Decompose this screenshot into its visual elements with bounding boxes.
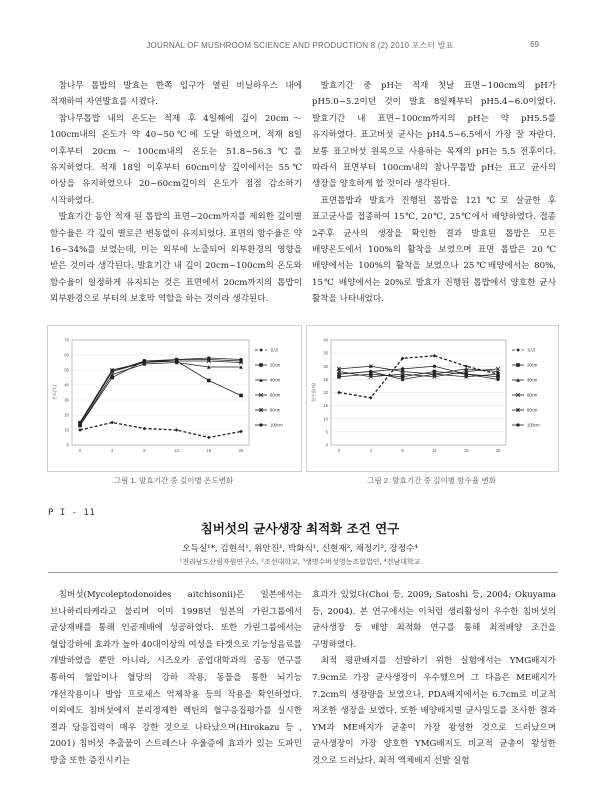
paragraph: 발효기간 동안 적재 된 톱밥의 표면~20cm까지를 제외한 깊이별 함수율은 각 깊이 별로큰 변동없이 유지되었다. 표면의 함수율은 약 16~34%를 보였는데, 이는 외부에 노출되어 외부환경의 영향을 받은 것이라 생각된다. 발효기간 내 깊이 20cm~100cm의 온도와 함수율이 일정하게 유지되는 것은 표면에서 20cm까지의 톱밥이 외부환경으로 부터의 보호막 역할을 하는 것이라 생각된다. [50,212,302,305]
legend-marker [259,363,263,367]
y-tick-label: 5 [325,429,328,435]
x-tick-label: 4 [111,448,114,453]
data-point [337,373,340,376]
y-tick-label: 50 [64,367,69,373]
y-tick-label: 20 [323,390,328,395]
data-point [465,373,468,376]
paragraph: 참나무톱밥 내의 온도는 적재 후 4일째에 깊이 20cm～100cm내의 온도가 약 40~50℃에 도달 하였으며, 적재 8일 이후부터 20cm～100cm내의 온도는 51.8~56.3℃를 유지하였다. 적재 18일 이후부터 60cm이상 깊이에서는 55℃이상을 유지하였으나 20~60cm깊이의 온도가 점점 감소하기 시작하였다. [50,113,302,206]
affiliation-list: ¹전라남도산림자원연구소, ²조선대학교, ³생명수버섯영농조합법인, ⁴전남대학교 [179,558,421,566]
paragraph: 참나무 톱밥의 발효는 한쪽 입구가 열린 비닐하우스 내에 적재하여 자연발효를 시켰다. [50,81,302,108]
section-divider [48,572,558,573]
y-tick-label: 30 [323,363,328,369]
legend-marker [259,408,263,412]
legend-marker [516,348,520,352]
legend-label: 20cm [270,362,281,368]
y-axis-label: 함수율(%) [311,383,316,402]
paragraph: 발효기간 중 pH는 적재 첫날 표면~100cm의 pH가 pH5.0~5.2이던 것이 발효 8일째부터 pH5.4~6.0이었다. 발효기간 내 표면~100cm까지의 pH는 약 pH5.5를 유지하였다. 표고버섯 균사는 pH4.5~6.5에서 가장 잘 자란다. 보통 표고버섯 원목으로 사용하는 목재의 pH는 5.5 전후이다. 따라서 표면부터 100cm내의 참나무톱밥 pH는 표고 균사의 생장을 양호하게 할 것이라 생각된다. [312,81,556,190]
x-tick-label: 8 [143,448,146,453]
legend-label: 60cm [527,392,538,398]
data-point [207,436,211,440]
data-point [496,372,500,376]
data-point [207,356,210,359]
temperature-line-chart-svg [48,326,301,471]
data-point [433,354,437,358]
data-point [175,358,178,361]
legend-label: 40cm [270,377,281,383]
paragraph: 효과가 있었다(Choi 등, 2009; Satoshi 등, 2004; Okuyama 등, 2004). 본 연구에서는 이처럼 생리활성이 우수한 침버섯의 균사생장 등 배양 최적화 연구를 통해 최적배양 조건을 구명하였다. [312,590,556,650]
paragraph: 최적 평판배지를 선발하기 위한 실험에서는 YMG배지가 7.9cm로 가장 균사생장이 우수했으며 그 다음은 ME배지가 7.2cm의 생장량을 보였으나, PDA배지에서는 6.7cm로 비교적 저조한 생장을 보였다. 또한 배양배지별 균사밀도를 조사한 결과 YM과 ME배지가 균총이 가장 왕성한 것으로 드러났으며 균사생장이 가장 양호한 YMG배지도 비교적 균총이 왕성한 것으로 드러났다. 최적 액체배지 선발 실험 [312,656,556,766]
data-point [433,372,437,376]
data-point [175,428,179,432]
series-line-80cm [80,360,241,423]
paragraph: 표면톱밥과 발효가 진행된 톱밥을 121℃로 살균한 후 표고균사를 접종하여 15℃, 20℃, 25℃에서 배양하였다. 접종 2주후 균사의 생장을 확인한 결과 발효된 톱밥은 모든 배양온도에서 100%의 활착을 보였으며 표면 톱밥은 20℃ 배양에서는 100%의 활착을 보였으나 25℃배양에서는 80%, 15℃ 배양에서는 20%로 발효가 진행된 톱밥에서 양호한 균사 활착을 나타내었다. [312,195,556,305]
moisture-line-chart-svg [307,326,558,471]
column-3 [50,587,302,770]
data-point [337,367,341,371]
page-number: 69 [530,40,539,49]
y-tick-label: 15 [323,403,328,409]
legend-marker [516,408,520,412]
x-tick-label: 18 [206,448,212,453]
series-line-60cm [80,361,241,424]
column-2 [312,78,556,308]
running-header [0,40,600,54]
paragraph: 침버섯(Mycoleptodonoides aitchisonii)은 일본에서는 브나하리타케라고 불리며 이미 1998년 일본의 가린그룹에서 균상재배를 통해 인공재배에 성공하였다. 또한 가린그룹에서는 혈압강하에 효과가 높아 40대이상의 여성을 타겟으로 기능성음료를 개발하였을 뿐만 아니라, 시즈오카 공업대학과의 공동 연구를 통하여 혈압이나 혈당의 강하 작용, 동물을 통한 뇌기능 개선작용이나 발암 프로세스 억제작용 등의 작용을 확인하였다. 이외에도 침버섯에서 분리정제한 렉틴의 혈구응집평가를 실시한 결과 당응집력이 매우 강한 것으로 나타났으며(Hirokazu 등 , 2001) 침버섯 추출물이 스트레스나 우울증에 효과가 있는 도파민 방출 또한 증진시키는 [50,590,302,766]
x-tick-label: 0 [337,448,341,453]
section-tag: P I - 11 [48,508,96,518]
legend-label: 표면 [527,347,536,353]
y-tick-label: 0 [325,442,328,448]
x-tick-label: 18 [463,448,469,453]
legend-label: 20cm [527,362,538,368]
figure-2-moisture-chart [306,325,559,472]
data-point [111,370,114,373]
x-tick-label: 25 [238,448,244,453]
series-line-100cm [80,358,241,423]
y-tick-label: 10 [323,416,328,422]
x-tick-label: 12 [432,448,437,453]
author-list: 오득실¹*, 김현석¹, 위안진¹, 박화식¹, 신현재², 채정기³, 장정수⁴ [182,544,418,554]
legend-label: 표면 [270,347,279,353]
legend-label: 80cm [527,407,538,413]
y-tick-label: 25 [323,376,328,382]
data-point [496,378,499,381]
data-point [369,370,372,373]
journal-title: JOURNAL OF MUSHROOM SCIENCE AND PRODUCTION 8 (2) 2010 포스터 발표 [146,41,454,50]
figure-2-caption: 그림 2. 발효기간 중 깊이별 함수율 변화 [366,476,497,485]
series-line-20cm [80,361,241,426]
legend-label: 40cm [527,377,538,383]
x-tick-label: 12 [174,448,179,453]
x-tick-label: 4 [369,448,372,453]
legend-label: 80cm [270,407,281,413]
data-point [239,358,242,361]
data-point [337,391,341,395]
x-tick-label: 0 [78,448,82,453]
data-point [401,367,404,370]
figure-1-temperature-chart [47,325,302,472]
data-point [207,379,211,383]
data-point [369,364,373,368]
y-tick-label: 0 [66,442,69,448]
legend-label: 100cm [270,422,283,428]
x-tick-label: 8 [401,448,404,453]
legend-marker [516,363,520,367]
y-tick-label: 10 [64,427,69,433]
data-point [143,359,146,362]
column-4 [312,587,556,770]
data-point [433,365,436,368]
column-1 [50,78,302,308]
legend-marker [259,348,263,352]
y-tick-label: 40 [64,382,69,388]
y-tick-label: 40 [323,337,328,343]
data-point [78,428,82,432]
y-tick-label: 30 [64,397,69,403]
article-title: 침버섯의 균사생장 최적화 조건 연구 [200,521,400,536]
y-tick-label: 20 [64,412,69,418]
data-point [78,421,81,424]
legend-marker [516,423,519,426]
data-point [369,396,373,400]
series-line-40cm [80,363,241,426]
data-point [239,394,243,398]
legend-label: 60cm [270,392,281,398]
y-tick-label: 60 [64,352,69,358]
y-tick-label: 35 [323,350,328,356]
legend-label: 100cm [527,422,540,428]
data-point [110,421,114,425]
legend-marker [259,423,262,426]
x-tick-label: 25 [495,448,501,453]
figure-1-caption: 그림 1. 발효기간 중 깊이별 온도변화 [113,476,234,485]
y-axis-label: 온도(℃) [52,384,57,401]
y-tick-label: 70 [64,337,69,343]
